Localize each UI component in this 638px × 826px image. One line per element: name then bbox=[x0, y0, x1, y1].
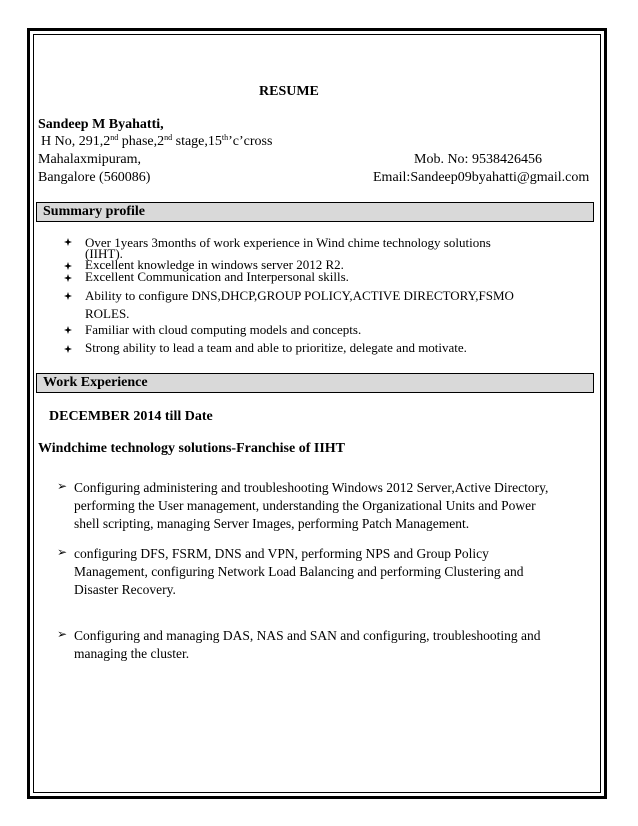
address-line-1: H No, 291,2nd phase,2nd stage,15th’c’cross bbox=[41, 133, 273, 149]
summary-heading-bar bbox=[36, 202, 594, 222]
candidate-name: Sandeep M Byahatti, bbox=[38, 117, 164, 132]
work-item: Configuring and managing DAS, NAS and SAN and configuring, troubleshooting and managing the cluster. bbox=[74, 628, 541, 661]
summary-item: Ability to configure DNS,DHCP,GROUP POLICY,ACTIVE DIRECTORY,FSMO bbox=[85, 288, 514, 303]
diamond-bullet-icon bbox=[64, 238, 72, 246]
work-heading-bar bbox=[36, 373, 594, 393]
work-heading: Work Experience bbox=[43, 375, 148, 390]
summary-item-continued: (IIHT). bbox=[85, 246, 123, 261]
address-line-2: Mahalaxmipuram, bbox=[38, 152, 142, 167]
arrow-bullet-icon: ➢ bbox=[57, 479, 68, 493]
work-item: Configuring administering and troubleshooting Windows 2012 Server,Active Directory, performing the User management, understanding the Organizational Units and Power shell scripting, managing Server Images, performing Patch Management. bbox=[74, 480, 549, 531]
address-line-3: Bangalore (560086) bbox=[38, 170, 151, 185]
mobile-number: Mob. No: 9538426456 bbox=[414, 152, 542, 167]
diamond-bullet-icon bbox=[64, 326, 72, 334]
summary-item-continued: ROLES. bbox=[85, 306, 130, 321]
summary-item: Excellent Communication and Interpersonal skills. bbox=[85, 269, 349, 284]
resume-title: RESUME bbox=[259, 84, 319, 99]
summary-item: Strong ability to lead a team and able to prioritize, delegate and motivate. bbox=[85, 340, 467, 355]
arrow-bullet-icon: ➢ bbox=[57, 545, 68, 559]
work-item: configuring DFS, FSRM, DNS and VPN, performing NPS and Group Policy Management, configuring Network Load Balancing and performing Clustering and Disaster Recovery. bbox=[74, 546, 524, 597]
summary-heading: Summary profile bbox=[43, 204, 146, 219]
diamond-bullet-icon bbox=[64, 274, 72, 282]
email-address: Email:Sandeep09byahatti@gmail.com bbox=[373, 170, 590, 185]
diamond-bullet-icon bbox=[64, 292, 72, 300]
summary-item: Over 1years 3months of work experience in Wind chime technology solutions bbox=[85, 235, 491, 250]
diamond-bullet-icon bbox=[64, 262, 72, 270]
summary-item: Familiar with cloud computing models and concepts. bbox=[85, 322, 362, 337]
work-period: DECEMBER 2014 till Date bbox=[49, 409, 213, 424]
company-name: Windchime technology solutions-Franchise of IIHT bbox=[38, 441, 345, 456]
summary-item: Excellent knowledge in windows server 2012 R2. bbox=[85, 257, 344, 272]
diamond-bullet-icon bbox=[64, 345, 72, 353]
arrow-bullet-icon: ➢ bbox=[57, 627, 68, 641]
